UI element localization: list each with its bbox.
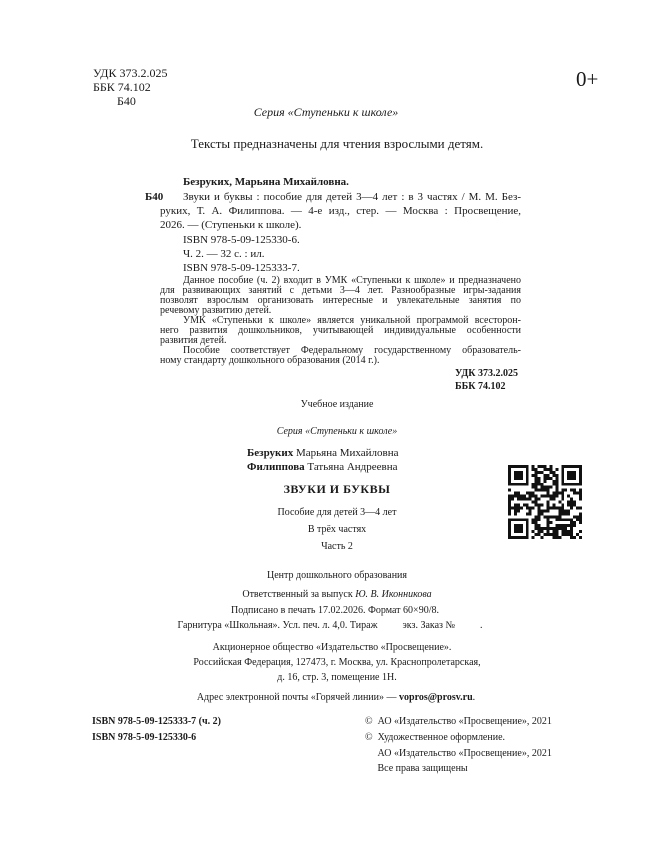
book-subtitle: Пособие для детей 3—4 лет — [277, 507, 397, 518]
annotation-line: УМК «Ступеньки к школе» является уникальной программой всесторон- — [183, 315, 521, 326]
annotation-line: для развивающих занятий с детьми 3—4 лет. Разнообразные игры-задания — [160, 285, 521, 296]
bbk-bottom: ББК 74.102 — [455, 381, 506, 392]
email-link[interactable]: vopros@prosv.ru — [399, 692, 473, 703]
biblio-isbn: ISBN 978-5-09-125330-6. — [183, 234, 300, 246]
book-part: Часть 2 — [321, 541, 353, 552]
hotline-email — [197, 691, 475, 705]
annotation-line: позволят взрослым организовать интересные и увлекательные занятия по — [160, 295, 521, 306]
author-1 — [247, 446, 399, 460]
copyright-line: АО «Издательство «Просвещение», 2021 — [365, 748, 552, 759]
copyright-line: Все права защищены — [365, 763, 468, 774]
annotation-line: него развития дошкольников, учитывающей индивидуальные особенности — [160, 325, 521, 336]
code-top: Б40 — [117, 94, 136, 108]
annotation-line: речевому развитию детей. — [160, 305, 272, 316]
education-center: Центр дошкольного образования — [266, 570, 408, 581]
book-parts: В трёх частях — [307, 524, 367, 535]
copyright-line: © Художественное оформление. — [365, 732, 506, 743]
edition-type: Учебное издание — [300, 399, 374, 410]
author-1-surname: Безруких — [247, 447, 294, 459]
responsible — [242, 588, 431, 602]
annotation-line: Пособие соответствует Федеральному государственному образователь- — [183, 345, 521, 356]
biblio-line: руких, Т. А. Филиппова. — 4-е изд., стер. — Москва : Просвещение, — [160, 205, 521, 217]
author-1-name: Марьяна Михайловна — [293, 447, 399, 459]
age-rating: 0+ — [576, 67, 599, 91]
biblio-code: Б40 — [145, 191, 164, 203]
biblio-author: Безруких, Марьяна Михайловна. — [183, 176, 349, 188]
responsible-label: Ответственный за выпуск — [242, 589, 356, 600]
bbk-top: ББК 74.102 — [93, 80, 151, 94]
author-2-name: Татьяна Андреевна — [304, 461, 398, 473]
biblio-line: Звуки и буквы : пособие для детей 3—4 лет : в 3 частях / М. М. Без- — [183, 191, 521, 203]
annotation-line: развития детей. — [160, 335, 227, 346]
udk-top: УДК 373.2.025 — [93, 66, 168, 80]
series-title: Серия «Ступеньки к школе» — [253, 105, 399, 119]
annotation-line: ному стандарту дошкольного образования (2014 г.). — [160, 355, 380, 366]
publisher-line: Российская Федерация, 127473, г. Москва, ул. Краснопролетарская, — [193, 657, 481, 668]
author-2 — [247, 460, 398, 474]
reading-notice: Тексты предназначены для чтения взрослыми детям. — [190, 136, 484, 151]
copyright-line: © АО «Издательство «Просвещение», 2021 — [365, 716, 552, 727]
qr-code — [508, 465, 582, 539]
typeface-info: Гарнитура «Школьная». Усл. печ. л. 4,0. Тираж экз. Заказ № . — [177, 620, 483, 631]
footer-isbn: ISBN 978-5-09-125330-6 — [92, 732, 197, 743]
annotation-line: Данное пособие (ч. 2) входит в УМК «Ступеньки к школе» и предназначено — [183, 275, 521, 286]
imprint-series: Серия «Ступеньки к школе» — [276, 426, 398, 437]
publisher-line: Акционерное общество «Издательство «Просвещение». — [212, 642, 452, 653]
udk-bottom: УДК 373.2.025 — [455, 368, 518, 379]
biblio-line: 2026. — (Ступеньки к школе). — [160, 219, 302, 231]
footer-isbn: ISBN 978-5-09-125333-7 (ч. 2) — [92, 716, 221, 727]
email-end: . — [472, 692, 476, 703]
biblio-pages: Ч. 2. — 32 с. : ил. — [183, 248, 265, 260]
responsible-name: Ю. В. Иконникова — [355, 589, 432, 600]
signed-info: Подписано в печать 17.02.2026. Формат 60×90/8. — [231, 605, 439, 616]
publisher-line: д. 16, стр. 3, помещение 1Н. — [277, 672, 397, 683]
email-label: Адрес электронной почты «Горячей линии» — — [196, 692, 400, 703]
author-2-surname: Филиппова — [247, 461, 305, 473]
biblio-isbn: ISBN 978-5-09-125333-7. — [183, 262, 300, 274]
book-title: ЗВУКИ И БУКВЫ — [283, 482, 391, 496]
